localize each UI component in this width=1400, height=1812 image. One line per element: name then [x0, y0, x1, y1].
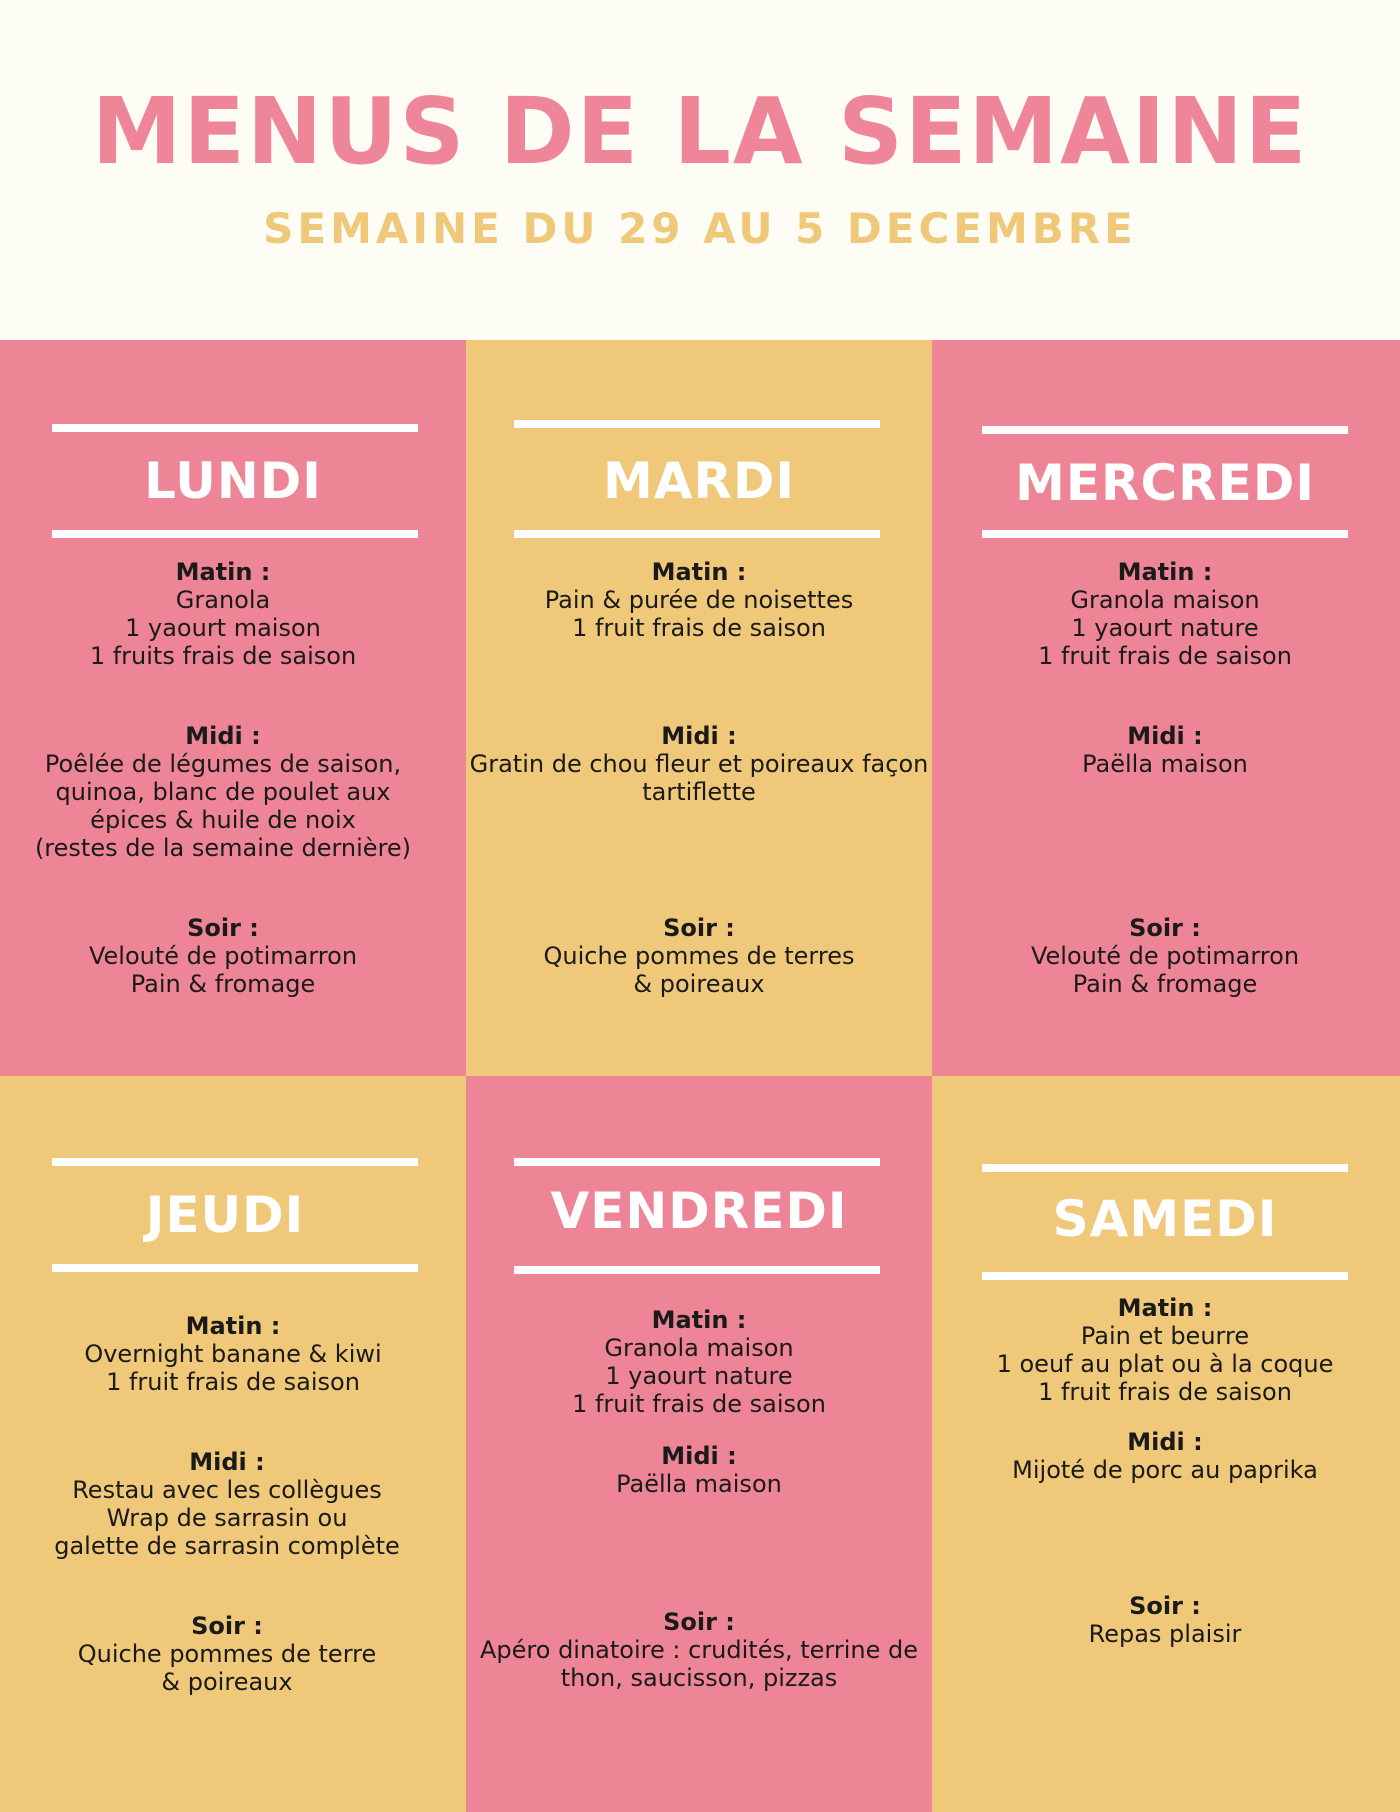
day-card-mardi: [466, 340, 932, 1076]
meal-line: 1 fruits frais de saison: [89, 642, 357, 670]
meal-line: Granola maison: [604, 1334, 794, 1362]
meal-line: thon, saucisson, pizzas: [560, 1664, 838, 1692]
meal-line: Paëlla maison: [1082, 750, 1248, 778]
meal-matin: [962, 558, 1368, 670]
meal-soir: [496, 914, 902, 998]
meal-line: Restau avec les collègues: [72, 1476, 382, 1504]
meal-line: Quiche pommes de terre: [77, 1640, 377, 1668]
meal-line: Paëlla maison: [616, 1470, 782, 1498]
meal-midi: [962, 722, 1368, 778]
meal-line: Granola maison: [1070, 586, 1260, 614]
meal-label: Soir :: [187, 914, 259, 942]
day-title: SAMEDI: [1052, 1190, 1278, 1248]
meal-label: Matin :: [175, 558, 271, 586]
meal-matin: [496, 1306, 902, 1418]
meal-line: Pain & fromage: [1072, 970, 1258, 998]
day-title: MARDI: [602, 452, 796, 510]
meal-label: Midi :: [661, 722, 737, 750]
page-title: MENUS DE LA SEMAINE: [91, 78, 1309, 185]
meal-line: Quiche pommes de terres: [543, 942, 855, 970]
day-card-lundi: [0, 340, 466, 1076]
day-bottom-rule: [52, 530, 418, 538]
meal-label: Soir :: [663, 914, 735, 942]
meal-line: 1 fruit frais de saison: [572, 614, 826, 642]
meal-label: Midi :: [1127, 722, 1203, 750]
meal-line: Granola: [175, 586, 271, 614]
meal-line: Poêlée de légumes de saison,: [44, 750, 402, 778]
day-top-rule: [982, 1164, 1348, 1172]
meal-label: Soir :: [1129, 1592, 1201, 1620]
meal-line: galette de sarrasin complète: [54, 1532, 400, 1560]
meal-midi: [20, 722, 426, 862]
meal-line: 1 yaourt nature: [1071, 614, 1259, 642]
day-card-mercredi: [932, 340, 1400, 1076]
meal-line: Pain & purée de noisettes: [544, 586, 854, 614]
page-header: [0, 0, 1400, 340]
day-top-rule: [52, 1158, 418, 1166]
day-card-samedi: [932, 1076, 1400, 1812]
day-title: MERCREDI: [1015, 454, 1315, 512]
meal-line: Gratin de chou fleur et poireaux façon: [469, 750, 929, 778]
meal-label: Soir :: [1129, 914, 1201, 942]
meal-line: Pain et beurre: [1080, 1322, 1250, 1350]
day-top-rule: [514, 1158, 880, 1166]
meal-label: Matin :: [651, 1306, 747, 1334]
meal-line: tartiflette: [642, 778, 756, 806]
meal-matin: [962, 1294, 1368, 1406]
meal-line: 1 yaourt maison: [125, 614, 321, 642]
meal-label: Midi :: [189, 1448, 265, 1476]
day-title: JEUDI: [145, 1186, 305, 1244]
day-bottom-rule: [52, 1264, 418, 1272]
meal-line: Wrap de sarrasin ou: [106, 1504, 348, 1532]
day-title: VENDREDI: [550, 1182, 848, 1240]
meal-line: 1 fruit frais de saison: [572, 1390, 826, 1418]
meal-label: Soir :: [663, 1608, 735, 1636]
meal-label: Matin :: [1117, 558, 1213, 586]
meal-line: Mijoté de porc au paprika: [1012, 1456, 1318, 1484]
meal-midi: [962, 1428, 1368, 1484]
meal-line: Velouté de potimarron: [1030, 942, 1300, 970]
day-bottom-rule: [514, 530, 880, 538]
meal-line: Velouté de potimarron: [88, 942, 358, 970]
day-bottom-rule: [514, 1266, 880, 1274]
meal-line: 1 fruit frais de saison: [1038, 642, 1292, 670]
day-bottom-rule: [982, 530, 1348, 538]
meal-label: Midi :: [661, 1442, 737, 1470]
meal-line: quinoa, blanc de poulet aux: [55, 778, 391, 806]
menu-grid: [0, 340, 1400, 1812]
meal-line: (restes de la semaine dernière): [34, 834, 412, 862]
meal-soir: [466, 1608, 932, 1692]
meal-soir: [962, 1592, 1368, 1648]
day-card-vendredi: [466, 1076, 932, 1812]
meal-matin: [20, 558, 426, 670]
meal-label: Midi :: [1127, 1428, 1203, 1456]
page-subtitle: SEMAINE DU 29 AU 5 DECEMBRE: [263, 204, 1137, 253]
meal-midi: [24, 1448, 430, 1560]
day-bottom-rule: [982, 1272, 1348, 1280]
meal-line: Repas plaisir: [1088, 1620, 1242, 1648]
meal-midi: [496, 1442, 902, 1498]
day-card-jeudi: [0, 1076, 466, 1812]
meal-matin: [496, 558, 902, 642]
meal-label: Soir :: [191, 1612, 263, 1640]
meal-soir: [20, 914, 426, 998]
meal-label: Midi :: [185, 722, 261, 750]
meal-label: Matin :: [185, 1312, 281, 1340]
meal-line: & poireaux: [161, 1668, 293, 1696]
meal-line: Pain & fromage: [130, 970, 316, 998]
meal-line: 1 oeuf au plat ou à la coque: [996, 1350, 1334, 1378]
meal-label: Matin :: [651, 558, 747, 586]
meal-line: épices & huile de noix: [90, 806, 356, 834]
meal-line: Overnight banane & kiwi: [84, 1340, 382, 1368]
meal-soir: [962, 914, 1368, 998]
meal-label: Matin :: [1117, 1294, 1213, 1322]
meal-line: & poireaux: [633, 970, 765, 998]
day-top-rule: [52, 424, 418, 432]
day-top-rule: [514, 420, 880, 428]
meal-soir: [24, 1612, 430, 1696]
meal-line: Apéro dinatoire : crudités, terrine de: [480, 1636, 918, 1664]
day-top-rule: [982, 426, 1348, 434]
meal-line: 1 fruit frais de saison: [1038, 1378, 1292, 1406]
meal-midi: [466, 722, 932, 806]
meal-line: 1 yaourt nature: [605, 1362, 793, 1390]
meal-line: 1 fruit frais de saison: [106, 1368, 360, 1396]
meal-matin: [30, 1312, 436, 1396]
day-title: LUNDI: [144, 452, 322, 510]
